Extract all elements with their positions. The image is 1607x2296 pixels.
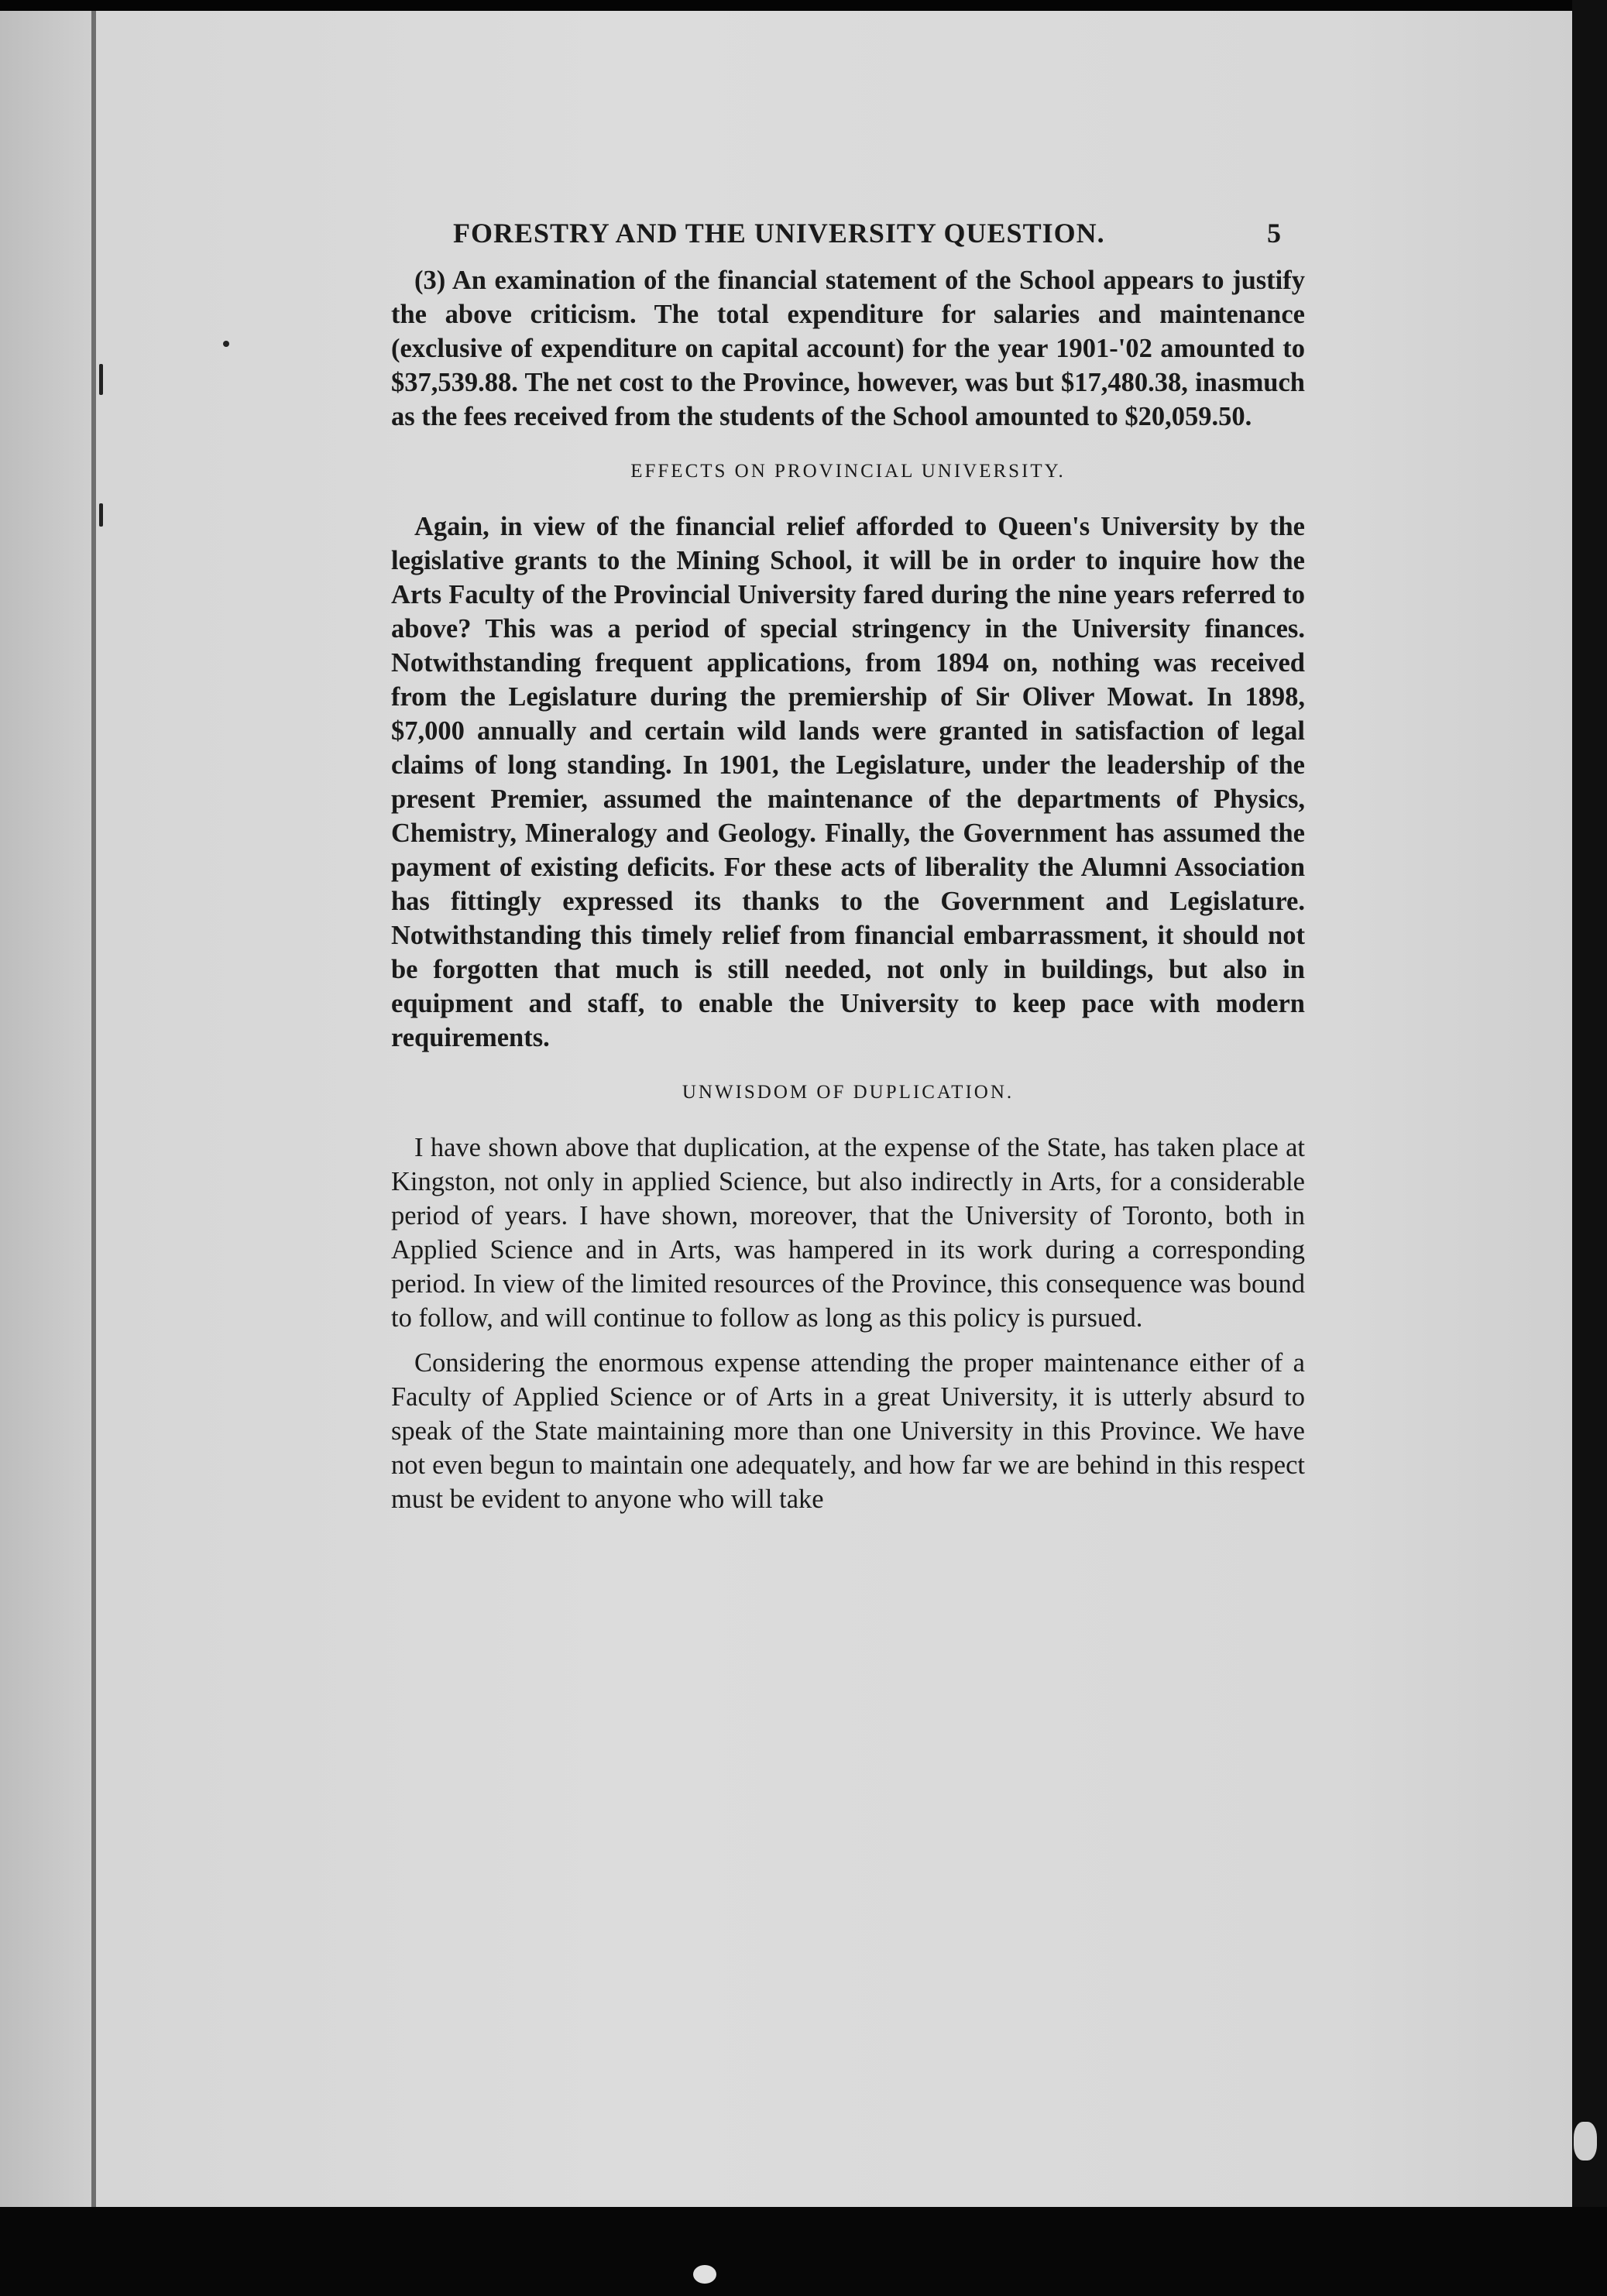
bottom-artifact	[693, 2265, 716, 2284]
speck-mark	[223, 341, 229, 347]
page-number: 5	[1267, 218, 1282, 249]
paragraph-spacer	[391, 1335, 1305, 1346]
paragraph-duplication: I have shown above that duplication, at the expense of the State, has taken place at Kingston, not only in applied Science, but also indirectly in Arts, for a considerable period of years. I have shown, moreover, that the University of Toronto, both in Applied Science and in Arts, was hampered in its work during a corresponding period. In view of the limited resources of the Province, this consequence was bound to follow, and will continue to follow as long as this policy is pursued.	[391, 1133, 1305, 1333]
scan-right-border	[1572, 0, 1607, 2296]
section-heading-unwisdom: UNWISDOM OF DUPLICATION.	[682, 1082, 1015, 1103]
page-gutter	[0, 11, 91, 2210]
paragraph-enormous-expense: Considering the enormous expense attending the proper maintenance either of a Faculty of Applied Science or of Arts in a great University, it is utterly absurd to speak of the State maintaining more than one University in this Province. We have not even begun to maintain one adequately, and how far we are behind in this respect must be evident to anyone who will take	[391, 1348, 1305, 1514]
paragraph-provincial-university: Again, in view of the financial relief afforded to Queen's University by the legislative grants to the Mining School, it will be in order to inquire how the Arts Faculty of the Provincial University fared during the nine years referred to above? This was a period of special stringency in the University finances. Notwithstanding frequent applications, from 1894 on, nothing was received from the Legislature during the premiership of Sir Oliver Mowat. In 1898, $7,000 annually and certain wild lands were granted in satisfaction of legal claims of long standing. In 1901, the Legislature, under the leadership of the present Premier, assumed the maintenance of the departments of Physics, Chemistry, Mineralogy and Geology. Finally, the Government has assumed the payment of existing deficits. For these acts of liberality the Alumni Association has fittingly expressed its thanks to the Government and Legislature. Notwithstanding this timely relief from financial embarrassment, it should not be forgotten that much is still needed, not only in buildings, but also in equipment and staff, to enable the University to keep pace with modern requirements.	[391, 512, 1305, 1052]
page-content	[391, 217, 1305, 1516]
gutter-fold-line	[91, 11, 96, 2210]
scan-bottom-border	[0, 2207, 1607, 2296]
edge-artifact	[1574, 2122, 1597, 2160]
running-head-title: FORESTRY AND THE UNIVERSITY QUESTION.	[453, 218, 1105, 249]
margin-mark	[99, 364, 103, 395]
margin-mark	[99, 503, 103, 527]
running-head	[391, 217, 1305, 263]
paragraph-financial-statement: (3) An examination of the financial statement of the School appears to justify the above criticism. The total expenditure for salaries and maintenance (exclusive of expenditure on capital account) for the year 1901-'02 amounted to $37,539.88. The net cost to the Province, however, was but $17,480.38, inasmuch as the fees received from the students of the School amounted to $20,059.50.	[391, 266, 1305, 431]
section-heading-effects: EFFECTS ON PROVINCIAL UNIVERSITY.	[630, 461, 1066, 482]
